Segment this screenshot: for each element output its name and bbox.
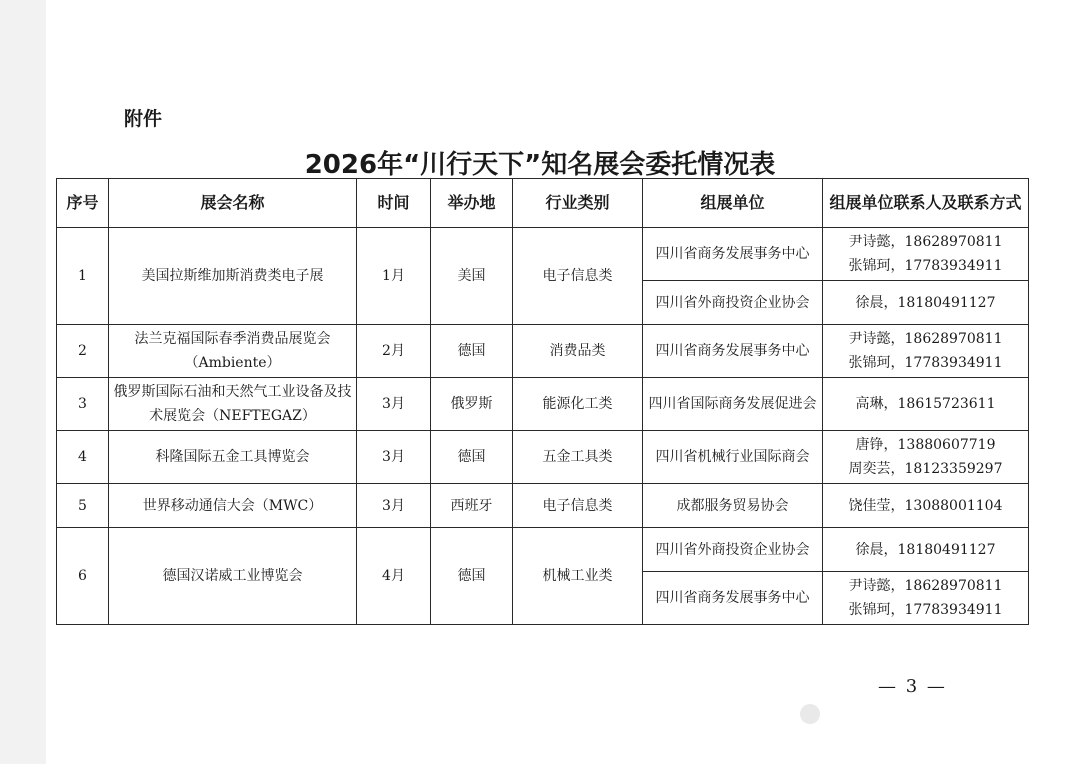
- cell-contact: [823, 378, 1029, 431]
- table-row: [57, 431, 1029, 484]
- contact-line: 尹诗懿，18628970811: [848, 331, 1003, 347]
- cell-contact: [823, 484, 1029, 528]
- cell-location: 德国: [431, 431, 513, 484]
- header-organizer: 组展单位: [643, 179, 823, 228]
- cell-exhibition-name: 德国汉诺威工业博览会: [109, 528, 357, 625]
- cell-time: 3月: [357, 378, 431, 431]
- cell-organizer-unit: 四川省商务发展事务中心: [643, 325, 823, 378]
- cell-contact: [823, 325, 1029, 378]
- cell-organizer-unit: 四川省机械行业国际商会: [643, 431, 823, 484]
- cell-organizer-unit: 四川省外商投资企业协会: [643, 528, 823, 572]
- contact-line: 唐铮，13880607719: [855, 437, 996, 453]
- attachment-label: 附件: [124, 108, 163, 130]
- header-name: 展会名称: [109, 179, 357, 228]
- cell-location: 德国: [431, 528, 513, 625]
- cell-contact: [823, 572, 1029, 625]
- watermark: [800, 700, 1040, 730]
- cell-organizer-unit: 四川省商务发展事务中心: [643, 228, 823, 281]
- cell-contact: [823, 281, 1029, 325]
- cell-industry: 五金工具类: [513, 431, 643, 484]
- cell-no: 6: [57, 528, 109, 625]
- header-industry: 行业类别: [513, 179, 643, 228]
- cell-organizer-unit: 四川省国际商务发展促进会: [643, 378, 823, 431]
- table-row: [57, 484, 1029, 528]
- table-header-row: [57, 179, 1029, 228]
- cell-industry: 消费品类: [513, 325, 643, 378]
- contact-line: 尹诗懿，18628970811: [848, 578, 1003, 594]
- header-contact: 组展单位联系人及联系方式: [823, 179, 1029, 228]
- table-row: [57, 528, 1029, 572]
- cell-organizer-unit: 四川省外商投资企业协会: [643, 281, 823, 325]
- cell-industry: 能源化工类: [513, 378, 643, 431]
- cell-no: 1: [57, 228, 109, 325]
- header-time: 时间: [357, 179, 431, 228]
- document-title: 2026年“川行天下”知名展会委托情况表: [304, 150, 776, 180]
- cell-location: 俄罗斯: [431, 378, 513, 431]
- contact-line: 张锦珂，17783934911: [848, 258, 1003, 274]
- cell-contact: [823, 228, 1029, 281]
- exhibition-table: [56, 178, 1029, 625]
- cell-no: 3: [57, 378, 109, 431]
- cell-location: 德国: [431, 325, 513, 378]
- cell-industry: 机械工业类: [513, 528, 643, 625]
- contact-line: 张锦珂，17783934911: [848, 602, 1003, 618]
- contact-line: 尹诗懿，18628970811: [848, 234, 1003, 250]
- table-row: [57, 378, 1029, 431]
- page-number: — 3 —: [878, 676, 947, 697]
- contact-line: 徐晨，18180491127: [855, 294, 996, 311]
- cell-no: 5: [57, 484, 109, 528]
- cell-location: 美国: [431, 228, 513, 325]
- cell-time: 1月: [357, 228, 431, 325]
- table-body: [57, 228, 1029, 625]
- cell-industry: 电子信息类: [513, 484, 643, 528]
- cell-contact: [823, 431, 1029, 484]
- cell-time: 3月: [357, 484, 431, 528]
- cell-contact: [823, 528, 1029, 572]
- cell-organizer-unit: 成都服务贸易协会: [643, 484, 823, 528]
- contact-line: 周奕芸，18123359297: [848, 461, 1003, 477]
- cell-time: 4月: [357, 528, 431, 625]
- cell-exhibition-name: 法兰克福国际春季消费品展览会（Ambiente）: [109, 325, 357, 378]
- cell-time: 3月: [357, 431, 431, 484]
- cell-exhibition-name: 美国拉斯维加斯消费类电子展: [109, 228, 357, 325]
- table-row: [57, 325, 1029, 378]
- contact-line: 张锦珂，17783934911: [848, 355, 1003, 371]
- contact-line: 徐晨，18180491127: [855, 541, 996, 558]
- cell-organizer-unit: 四川省商务发展事务中心: [643, 572, 823, 625]
- cell-industry: 电子信息类: [513, 228, 643, 325]
- cell-no: 2: [57, 325, 109, 378]
- cell-exhibition-name: 科隆国际五金工具博览会: [109, 431, 357, 484]
- wechat-logo-icon: [800, 704, 820, 724]
- header-no: 序号: [57, 179, 109, 228]
- header-location: 举办地: [431, 179, 513, 228]
- cell-location: 西班牙: [431, 484, 513, 528]
- cell-exhibition-name: 俄罗斯国际石油和天然气工业设备及技术展览会（NEFTEGAZ）: [109, 378, 357, 431]
- cell-time: 2月: [357, 325, 431, 378]
- cell-no: 4: [57, 431, 109, 484]
- table-row: [57, 228, 1029, 281]
- contact-line: 高琳，18615723611: [855, 396, 996, 412]
- contact-line: 饶佳莹，13088001104: [848, 497, 1003, 514]
- cell-exhibition-name: 世界移动通信大会（MWC）: [109, 484, 357, 528]
